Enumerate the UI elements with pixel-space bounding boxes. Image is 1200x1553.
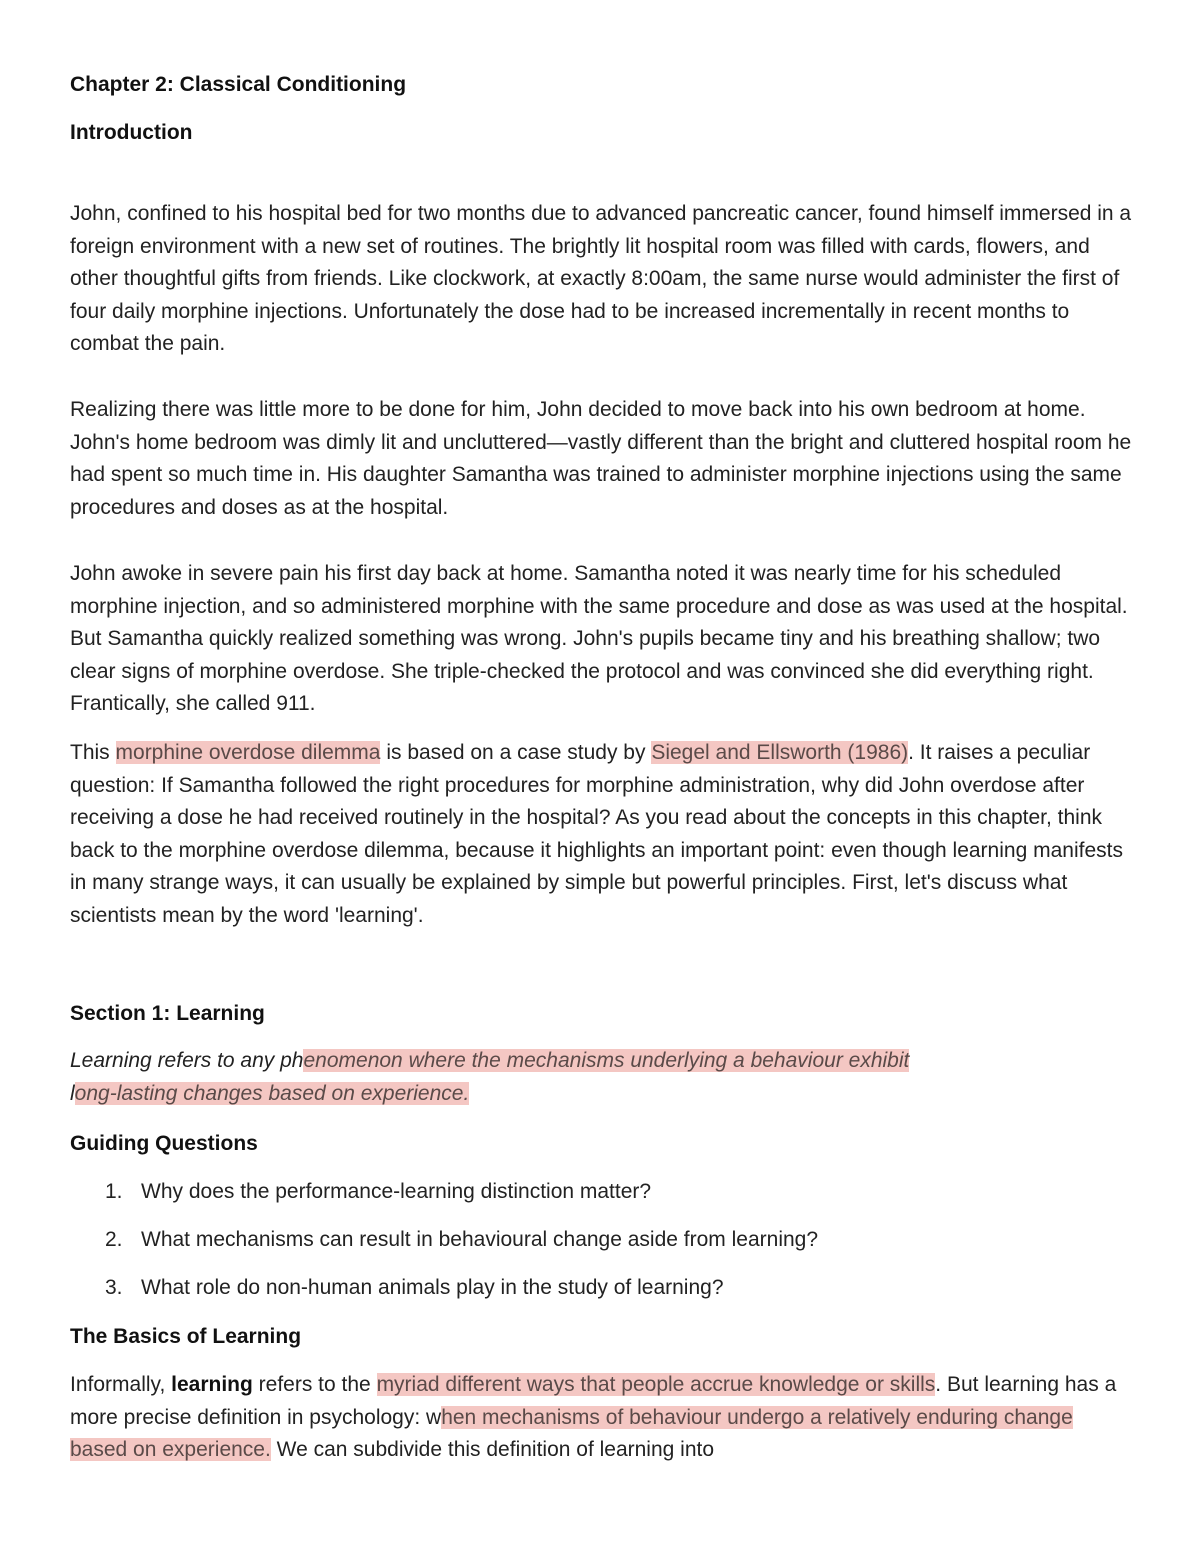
guiding-questions-heading: Guiding Questions <box>70 1132 258 1155</box>
intro-paragraph-3: John awoke in severe pain his first day back at home. Samantha noted it was nearly time for his scheduled morphine injection, and so administered morphine with the same procedure and dose as was used at the hospital. But Samantha quickly realized something was wrong. John's pupils became tiny and his breathing shallow; two clear signs of morphine overdose. She triple-checked the protocol and was convinced she did everything right. Frantically, she called 911. <box>70 562 1128 716</box>
highlight-morphine-dilemma: morphine overdose dilemma <box>115 741 381 764</box>
highlight-definition-2: ong-lasting changes based on experience. <box>74 1081 470 1105</box>
guiding-questions-list <box>70 1176 818 1320</box>
chapter-title: Chapter 2: Classical Conditioning <box>70 73 407 96</box>
term-learning: learning <box>171 1373 253 1396</box>
highlight-definition-1: enomenon where the mechanisms underlying a behaviour exhibit <box>303 1049 910 1072</box>
list-item: 2. What mechanisms can result in behavioural change aside from learning? <box>105 1228 819 1251</box>
learning-definition: Learning refers to any phenomenon where the mechanisms underlying a behaviour exhibit long-lasting changes based on experience. <box>70 1049 910 1105</box>
dilemma-paragraph: This morphine overdose dilemma is based on a case study by Siegel and Ellsworth (1986). It raises a peculiar question: If Samantha followed the right procedures for morphine administration, why did John overdose after receiving a dose he had received routinely in the hospital? As you read about the concepts in this chapter, think back to the morphine overdose dilemma, because it highlights an important point: even though learning manifests in many strange ways, it can usually be explained by simple but powerful principles. First, let's discuss what scientists mean by the word 'learning'. <box>70 741 1123 927</box>
intro-paragraph-2: Realizing there was little more to be done for him, John decided to move back into his own bedroom at home. John's home bedroom was dimly lit and uncluttered—vastly different than the bright and cluttered hospital room he had spent so much time in. His daughter Samantha was trained to administer morphine injections using the same procedures and doses as at the hospital. <box>70 398 1132 519</box>
intro-heading: Introduction <box>70 121 193 144</box>
section1-heading: Section 1: Learning <box>70 1002 265 1025</box>
list-item: 3. What role do non-human animals play in the study of learning? <box>105 1276 724 1299</box>
basics-heading: The Basics of Learning <box>70 1325 302 1348</box>
highlight-formal-definition: hen mechanisms of behaviour undergo a relatively enduring change based on experience. <box>70 1405 1073 1462</box>
intro-paragraph-1: John, confined to his hospital bed for two months due to advanced pancreatic cancer, found himself immersed in a foreign environment with a new set of routines. The brightly lit hospital room was filled with cards, flowers, and other thoughtful gifts from friends. Like clockwork, at exactly 8:00am, the same nurse would administer the first of four daily morphine injections. Unfortunately the dose had to be increased incrementally in recent months to combat the pain. <box>70 202 1132 356</box>
highlight-informal-definition: myriad different ways that people accrue knowledge or skills <box>376 1373 936 1396</box>
basics-paragraph: Informally, learning refers to the myriad different ways that people accrue knowledge or skills. But learning has a more precise definition in psychology: when mechanisms of behaviour undergo a relatively enduring change based on experience. We can subdivide this definition of learning into <box>70 1373 1117 1462</box>
highlight-citation: Siegel and Ellsworth (1986) <box>651 741 909 764</box>
list-item: 1. Why does the performance-learning distinction matter? <box>105 1180 652 1203</box>
